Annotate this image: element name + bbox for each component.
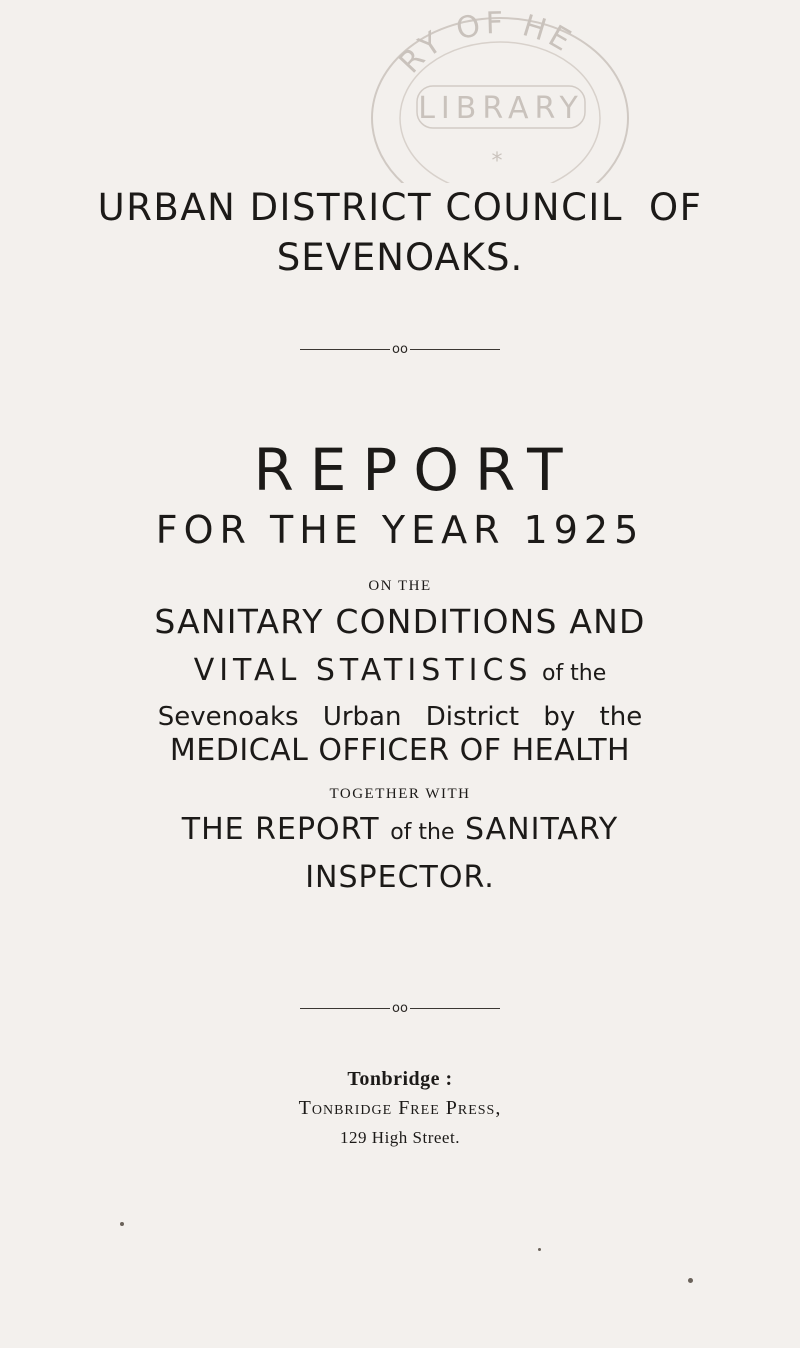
paper-speck [120,1222,124,1226]
library-stamp [355,8,645,183]
stamp-center-text: LIBRARY [418,91,584,126]
council-heading [0,186,800,229]
vital-of-the: of the [541,661,607,686]
town-name: SEVENOAKS. [276,236,524,279]
inspector-of-the: of the [390,820,455,845]
medical-officer-line: MEDICAL OFFICER OF HEALTH [169,733,631,768]
the-report: THE REPORT [181,812,380,847]
report-title: REPORT [253,436,579,504]
divider-mark: oo [392,342,408,357]
together-with-label: TOGETHER WITH [329,786,471,802]
paper-speck [538,1248,541,1251]
stamp-star: * [491,149,503,174]
council-of: OF [648,186,703,229]
printer-name: Tonbridge Free Press, [298,1097,502,1119]
inspector-report-line [0,812,800,847]
year-line: FOR THE YEAR 1925 [155,508,645,552]
divider-mark: oo [392,1001,408,1016]
vital-statistics: VITAL STATISTICS [193,653,533,688]
printer-address: 129 High Street. [340,1128,460,1147]
sanitary-word: SANITARY [465,812,619,847]
paper-speck [688,1278,693,1283]
bottom-divider [0,1001,800,1016]
district-line: Sevenoaks Urban District by the [157,702,643,732]
printer-town: Tonbridge : [347,1068,453,1090]
on-the-label: ON THE [368,578,432,594]
vital-statistics-line [0,653,800,688]
top-divider [0,342,800,357]
stamp-arc-text: RY OF HE [392,8,580,81]
council-name: URBAN DISTRICT COUNCIL [97,186,623,229]
svg-text:RY OF HE [392,8,579,80]
inspector-line: INSPECTOR. [305,860,495,895]
sanitary-conditions-line: SANITARY CONDITIONS AND [154,602,646,641]
